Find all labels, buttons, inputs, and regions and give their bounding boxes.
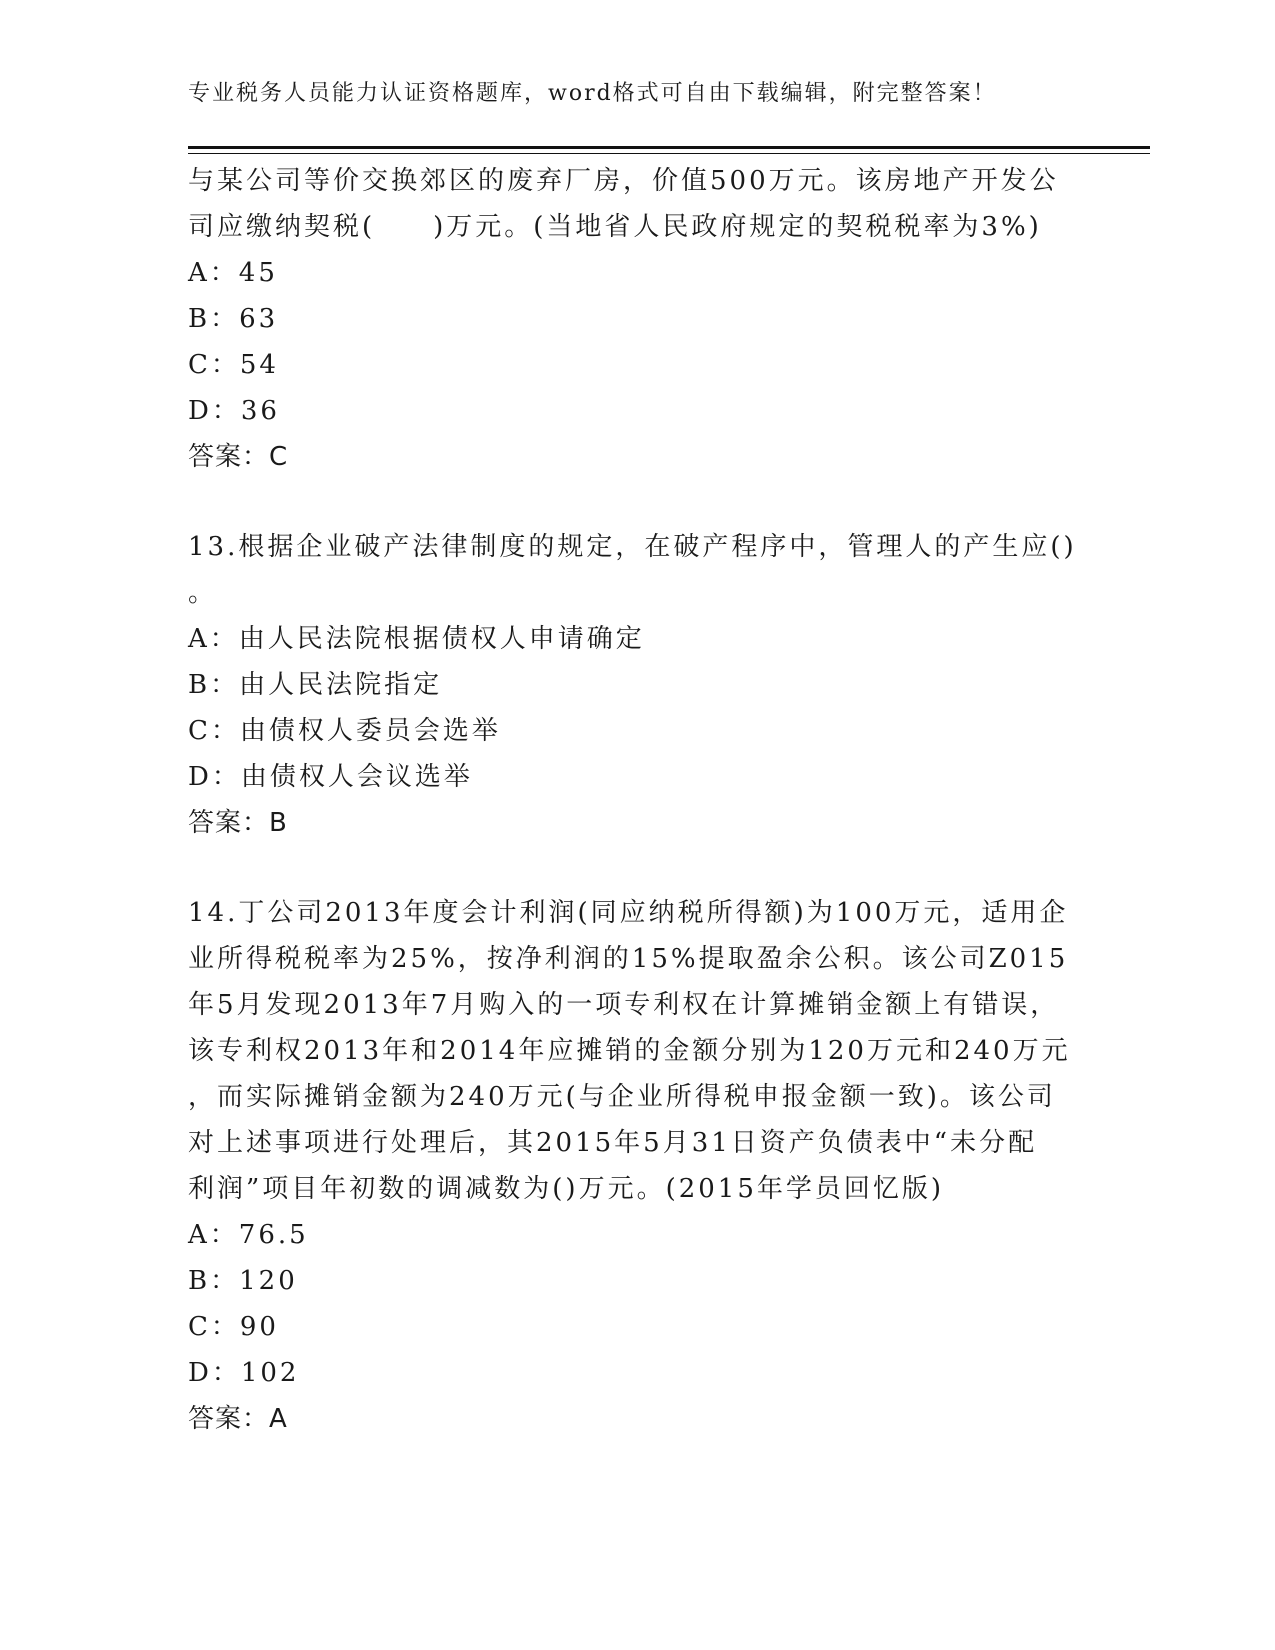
question-text-line: 。 (188, 578, 218, 608)
question-text-line: 年5月发现2013年7月购入的一项专利权在计算摊销金额上有错误， (188, 990, 1060, 1020)
question-text-line: 业所得税税率为25%，按净利润的15%提取盈余公积。该公司Z015 (188, 944, 1069, 974)
option-a: A：45 (188, 258, 278, 288)
question-13 (188, 524, 1088, 846)
option-d: D：102 (188, 1358, 300, 1388)
option-b: B：63 (188, 304, 279, 334)
question-text-line: 13.根据企业破产法律制度的规定，在破产程序中，管理人的产生应() (188, 532, 1077, 562)
question-text-line: 司应缴纳契税( )万元。(当地省人民政府规定的契税税率为3%) (188, 212, 1042, 242)
option-b: B：由人民法院指定 (188, 670, 443, 700)
question-text-line: 对上述事项进行处理后，其2015年5月31日资产负债表中“未分配 (188, 1128, 1038, 1158)
question-12 (188, 158, 1088, 480)
question-text-line: 该专利权2013年和2014年应摊销的金额分别为120万元和240万元 (188, 1036, 1071, 1066)
option-a: A：76.5 (188, 1220, 309, 1250)
option-c: C：90 (188, 1312, 279, 1342)
question-text-line: ，而实际摊销金额为240万元(与企业所得税申报金额一致)。该公司 (188, 1082, 1056, 1112)
answer-line: 答案：C (188, 442, 289, 472)
header-rule-thin (188, 153, 1150, 154)
answer-line: 答案：A (188, 1404, 288, 1434)
option-d: D：由债权人会议选举 (188, 762, 473, 792)
question-spacer (188, 846, 1088, 890)
question-spacer (188, 480, 1088, 524)
answer-line: 答案：B (188, 808, 288, 838)
option-d: D：36 (188, 396, 280, 426)
option-c: C：由债权人委员会选举 (188, 716, 501, 746)
option-c: C：54 (188, 350, 279, 380)
page-header: 专业税务人员能力认证资格题库，word格式可自由下载编辑，附完整答案！ (188, 81, 997, 106)
header-rule-thick (188, 146, 1150, 149)
question-text-line: 利润”项目年初数的调减数为()万元。(2015年学员回忆版) (188, 1174, 945, 1204)
document-body (188, 158, 1088, 1442)
option-b: B：120 (188, 1266, 298, 1296)
option-a: A：由人民法院根据债权人申请确定 (188, 624, 645, 654)
question-text-line: 14.丁公司2013年度会计利润(同应纳税所得额)为100万元，适用企 (188, 898, 1069, 928)
question-14 (188, 890, 1088, 1442)
question-text-line: 与某公司等价交换郊区的废弃厂房，价值500万元。该房地产开发公 (188, 166, 1059, 196)
